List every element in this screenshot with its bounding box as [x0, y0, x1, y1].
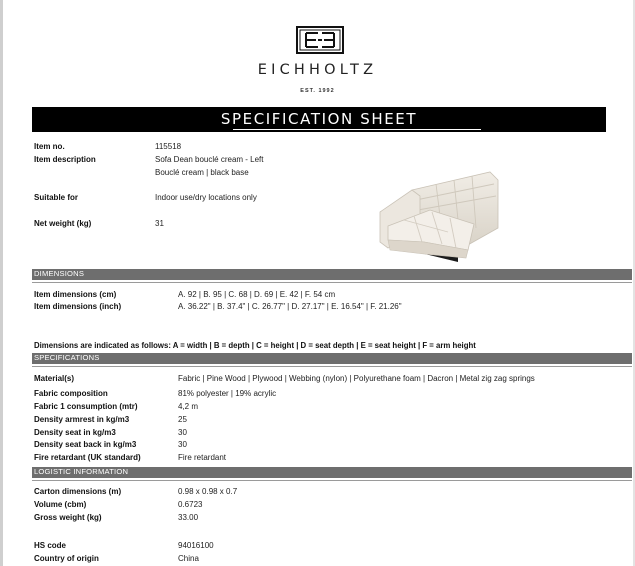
spec-row-value: 25 — [178, 415, 187, 424]
logistic-row-label: Carton dimensions (m) — [34, 487, 122, 496]
spec-row-label: Fire retardant (UK standard) — [34, 453, 141, 462]
spec-row-label: Fabric composition — [34, 389, 108, 398]
spec-row-label: Density seat in kg/m3 — [34, 428, 116, 437]
spec-row-value: 30 — [178, 428, 187, 437]
logistic-row-label: HS code — [34, 541, 67, 550]
suitable-for-value: Indoor use/dry locations only — [155, 193, 257, 202]
spec-row-label: Fabric 1 consumption (mtr) — [34, 402, 138, 411]
sofa-product-image — [370, 170, 502, 266]
specifications-divider — [32, 366, 632, 367]
item-no-value: 115518 — [155, 142, 182, 151]
dimensions-divider — [32, 282, 632, 283]
specifications-header-text: SPECIFICATIONS — [34, 353, 100, 362]
net-weight-label: Net weight (kg) — [34, 219, 92, 228]
spec-row-value: 81% polyester | 19% acrylic — [178, 389, 277, 398]
suitable-for-label: Suitable for — [34, 193, 79, 202]
logistic-row-label: Volume (cbm) — [34, 500, 87, 509]
eichholtz-monogram-icon — [296, 26, 344, 54]
spec-row-value: 4,2 m — [178, 402, 199, 411]
logistic-divider — [32, 480, 632, 481]
logistic-row-value: China — [178, 554, 199, 563]
logistic-row-value: 0.98 x 0.98 x 0.7 — [178, 487, 238, 496]
spec-row-label: Material(s) — [34, 374, 75, 383]
title-underline — [233, 129, 481, 130]
logistic-row-value: 0.6723 — [178, 500, 203, 509]
page-title: SPECIFICATION SHEET — [220, 110, 418, 128]
logistic-section-header — [32, 467, 632, 478]
spec-row-value: 30 — [178, 440, 187, 449]
item-dimensions-cm-label: Item dimensions (cm) — [34, 290, 117, 299]
logistic-row-label: Country of origin — [34, 554, 99, 563]
dimensions-note: Dimensions are indicated as follows: A = width | B = depth | C = height | D = seat depth | E = seat height | F = arm height — [34, 341, 476, 350]
title-bar — [32, 107, 606, 132]
item-description-label: Item description — [34, 155, 96, 164]
dimensions-section-header — [32, 269, 632, 280]
item-dimensions-inch-label: Item dimensions (inch) — [34, 302, 122, 311]
logistic-header-text: LOGISTIC INFORMATION — [34, 467, 129, 476]
logistic-row-label: Gross weight (kg) — [34, 513, 102, 522]
item-dimensions-inch-value: A. 36.22" | B. 37.4" | C. 26.77" | D. 27.17" | E. 16.54" | F. 21.26" — [178, 302, 402, 311]
brand-name: EICHHOLTZ — [257, 62, 378, 78]
item-description-line1: Sofa Dean bouclé cream - Left — [155, 155, 264, 164]
spec-row-value: Fabric | Pine Wood | Plywood | Webbing (nylon) | Polyurethane foam | Dacron | Metal zig zag springs — [178, 374, 535, 383]
specifications-section-header — [32, 353, 632, 364]
logistic-row-value: 94016100 — [178, 541, 214, 550]
spec-row-value: Fire retardant — [178, 453, 227, 462]
item-no-label: Item no. — [34, 142, 65, 151]
page-left-edge — [0, 0, 3, 566]
dimensions-header-text: DIMENSIONS — [34, 269, 85, 278]
net-weight-value: 31 — [155, 219, 164, 228]
item-dimensions-cm-value: A. 92 | B. 95 | C. 68 | D. 69 | E. 42 | F. 54 cm — [178, 290, 336, 299]
item-description-line2: Bouclé cream | black base — [155, 168, 249, 177]
brand-established: EST. 1992 — [300, 88, 335, 94]
spec-row-label: Density armrest in kg/m3 — [34, 415, 130, 424]
logistic-row-value: 33.00 — [178, 513, 199, 522]
spec-row-label: Density seat back in kg/m3 — [34, 440, 137, 449]
